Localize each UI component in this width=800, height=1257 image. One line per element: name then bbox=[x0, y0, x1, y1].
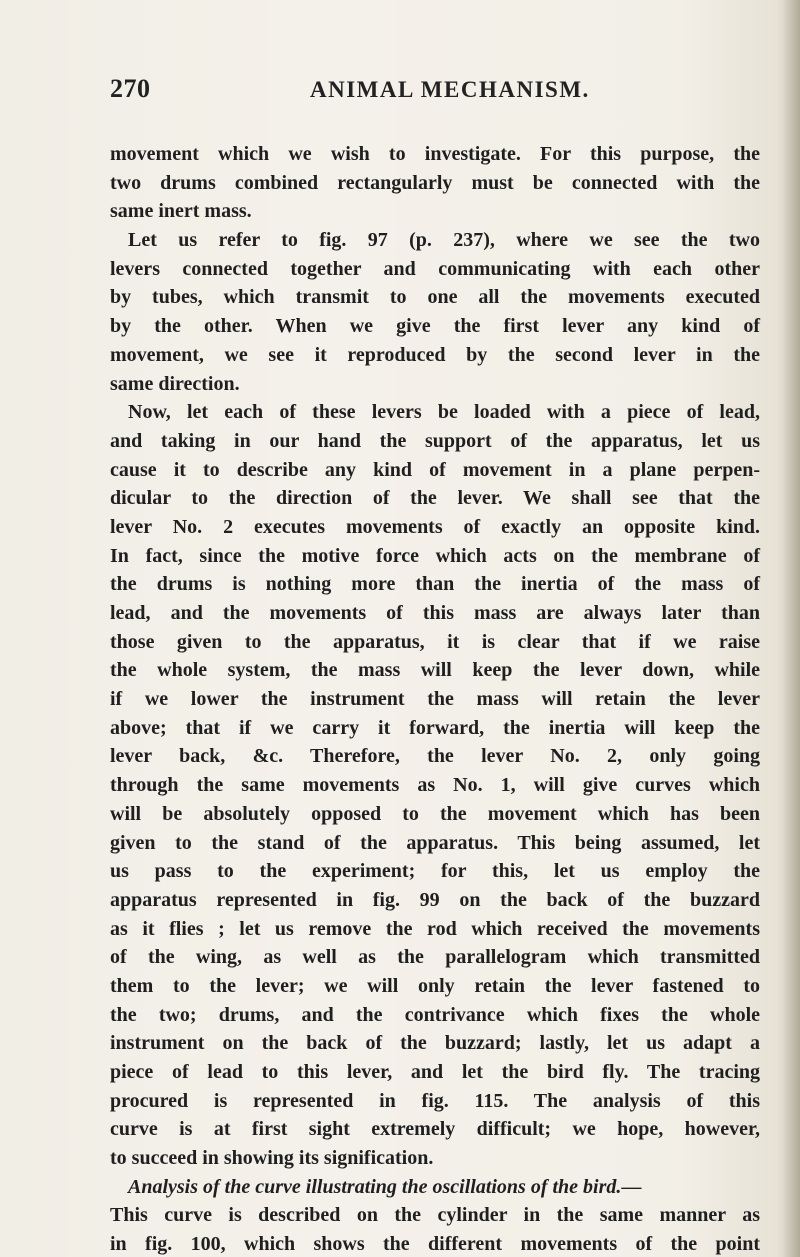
text-line: will be absolutely opposed to the movement which has been bbox=[110, 802, 760, 825]
text-line: procured is represented in fig. 115. The analysis of this bbox=[110, 1089, 760, 1112]
text-line: as it flies ; let us remove the rod which received the movements bbox=[110, 917, 760, 940]
text-line: of the wing, as well as the parallelogram which transmitted bbox=[110, 946, 760, 969]
subsection-heading-line bbox=[110, 1173, 760, 1202]
page-number: 270 bbox=[110, 74, 151, 103]
text-line: the drums is nothing more than the inertia of the mass of bbox=[110, 573, 760, 596]
text-line: those given to the apparatus, it is clear that if we raise bbox=[110, 630, 760, 653]
text-line: in fig. 100, which shows the different movements of the point bbox=[110, 1233, 760, 1256]
text-line: levers connected together and communicating with each other bbox=[110, 257, 760, 280]
text-line: lever No. 2 executes movements of exactly an opposite kind. bbox=[110, 515, 760, 538]
text-line: if we lower the instrument the mass will retain the lever bbox=[110, 688, 760, 711]
text-line: given to the stand of the apparatus. This being assumed, let bbox=[110, 831, 760, 854]
text-line: lever back, &c. Therefore, the lever No. 2, only going bbox=[110, 745, 760, 768]
text-line: movement which we wish to investigate. For this purpose, the bbox=[110, 143, 760, 165]
subsection-dash: — bbox=[621, 1175, 642, 1198]
page-header bbox=[110, 74, 742, 108]
text-line: Now, let each of these levers be loaded with a piece of lead, bbox=[128, 401, 760, 424]
text-line: to succeed in showing its signification. bbox=[110, 1147, 434, 1170]
text-line: apparatus represented in fig. 99 on the back of the buzzard bbox=[110, 888, 760, 911]
text-line: cause it to describe any kind of movement in a plane perpen- bbox=[110, 458, 760, 481]
text-line: movement, we see it reproduced by the second lever in the bbox=[110, 343, 760, 366]
body-text bbox=[110, 140, 760, 1257]
text-line: curve is at first sight extremely difficult; we hope, however, bbox=[110, 1118, 760, 1141]
page-edge-shadow bbox=[782, 0, 800, 1257]
text-line: lead, and the movements of this mass are always later than bbox=[110, 602, 760, 624]
text-line: same inert mass. bbox=[110, 200, 252, 223]
text-line: the whole system, the mass will keep the lever down, while bbox=[110, 659, 760, 682]
text-line: through the same movements as No. 1, will give curves which bbox=[110, 774, 760, 797]
text-line: In fact, since the motive force which acts on the membrane of bbox=[110, 544, 760, 567]
text-line: us pass to the experiment; for this, let us employ the bbox=[110, 860, 760, 883]
text-line: them to the lever; we will only retain the lever fastened to bbox=[110, 974, 760, 997]
text-line: dicular to the direction of the lever. We shall see that the bbox=[110, 487, 760, 510]
text-line: above; that if we carry it forward, the inertia will keep the bbox=[110, 716, 760, 739]
running-head: ANIMAL MECHANISM. bbox=[310, 77, 590, 102]
text-line: the two; drums, and the contrivance which fixes the whole bbox=[110, 1003, 760, 1026]
text-line: same direction. bbox=[110, 372, 240, 395]
text-line: piece of lead to this lever, and let the bird fly. The tracing bbox=[110, 1061, 760, 1083]
subsection-title: Analysis of the curve illustrating the oscillations of the bird. bbox=[128, 1175, 622, 1198]
text-line: by tubes, which transmit to one all the movements executed bbox=[110, 286, 760, 309]
text-line: by the other. When we give the first lever any kind of bbox=[110, 315, 760, 338]
text-line: instrument on the back of the buzzard; lastly, let us adapt a bbox=[110, 1032, 760, 1055]
text-line: Let us refer to fig. 97 (p. 237), where we see the two bbox=[128, 229, 760, 252]
text-line: This curve is described on the cylinder in the same manner as bbox=[110, 1204, 760, 1227]
text-line: two drums combined rectangularly must be connected with the bbox=[110, 171, 760, 194]
text-line: and taking in our hand the support of the apparatus, let us bbox=[110, 429, 760, 452]
